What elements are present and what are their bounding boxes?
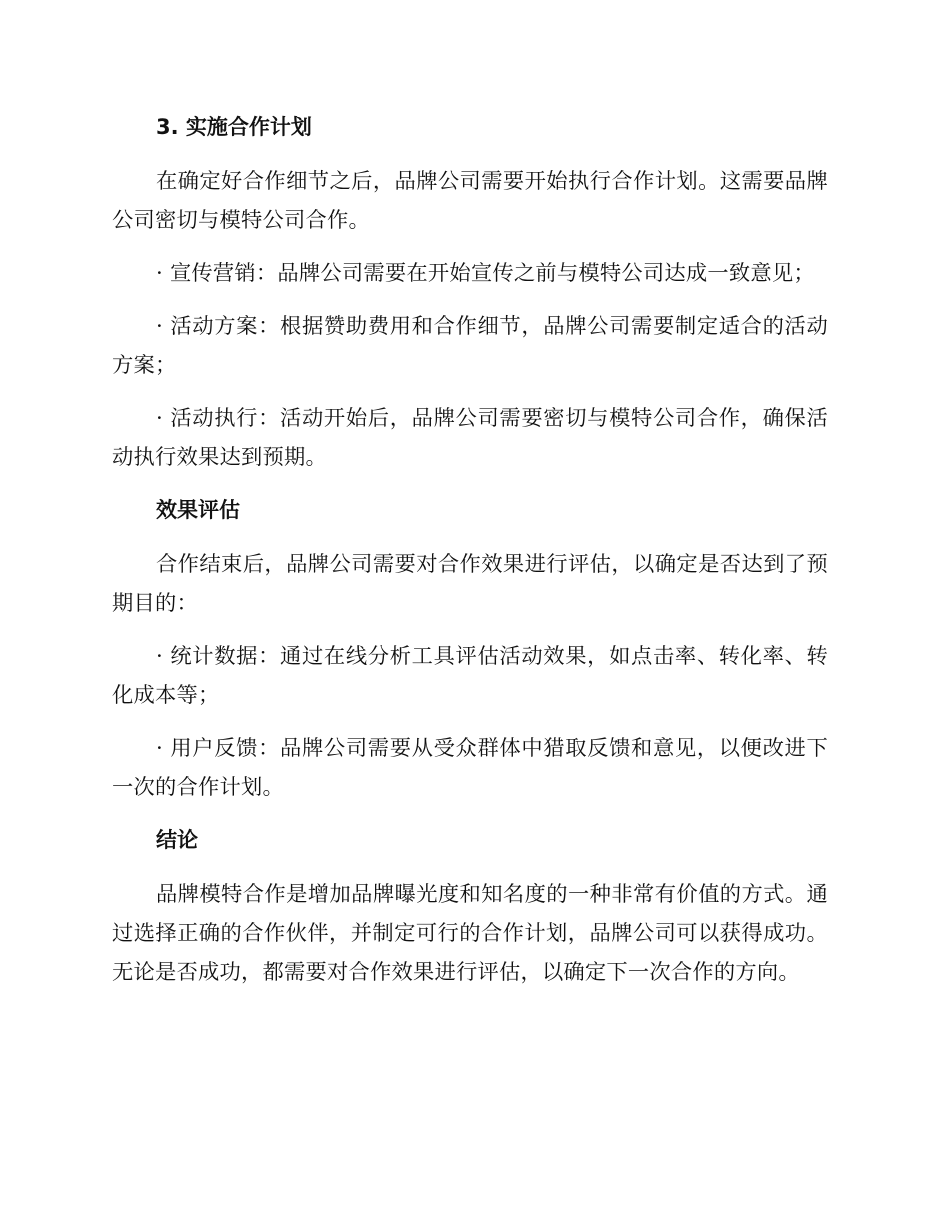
document-body xyxy=(112,108,828,1006)
bullet-activity-plan: · 活动方案：根据赞助费用和合作细节，品牌公司需要制定适合的活动方案； xyxy=(112,314,828,378)
section-intro-implement-plan: 在确定好合作细节之后，品牌公司需要开始执行合作计划。这需要品牌公司密切与模特公司合作。 xyxy=(112,169,828,233)
section-heading-implement-plan: 3. 实施合作计划 xyxy=(156,115,312,139)
section-intro-conclusion: 品牌模特合作是增加品牌曝光度和知名度的一种非常有价值的方式。通过选择正确的合作伙伴，并制定可行的合作计划，品牌公司可以获得成功。无论是否成功，都需要对合作效果进行评估，以确定下一次合作的方向。 xyxy=(112,882,828,985)
section-intro-effect-evaluation: 合作结束后，品牌公司需要对合作效果进行评估，以确定是否达到了预期目的： xyxy=(112,552,828,616)
bullet-activity-execution: · 活动执行：活动开始后，品牌公司需要密切与模特公司合作，确保活动执行效果达到预期。 xyxy=(112,406,828,470)
section-heading-effect-evaluation: 效果评估 xyxy=(156,498,240,522)
bullet-promotion-marketing: · 宣传营销：品牌公司需要在开始宣传之前与模特公司达成一致意见； xyxy=(156,261,815,286)
bullet-statistics: · 统计数据：通过在线分析工具评估活动效果，如点击率、转化率、转化成本等； xyxy=(112,644,828,708)
section-heading-conclusion: 结论 xyxy=(156,828,198,852)
bullet-user-feedback: · 用户反馈：品牌公司需要从受众群体中猎取反馈和意见，以便改进下一次的合作计划。 xyxy=(112,736,828,800)
